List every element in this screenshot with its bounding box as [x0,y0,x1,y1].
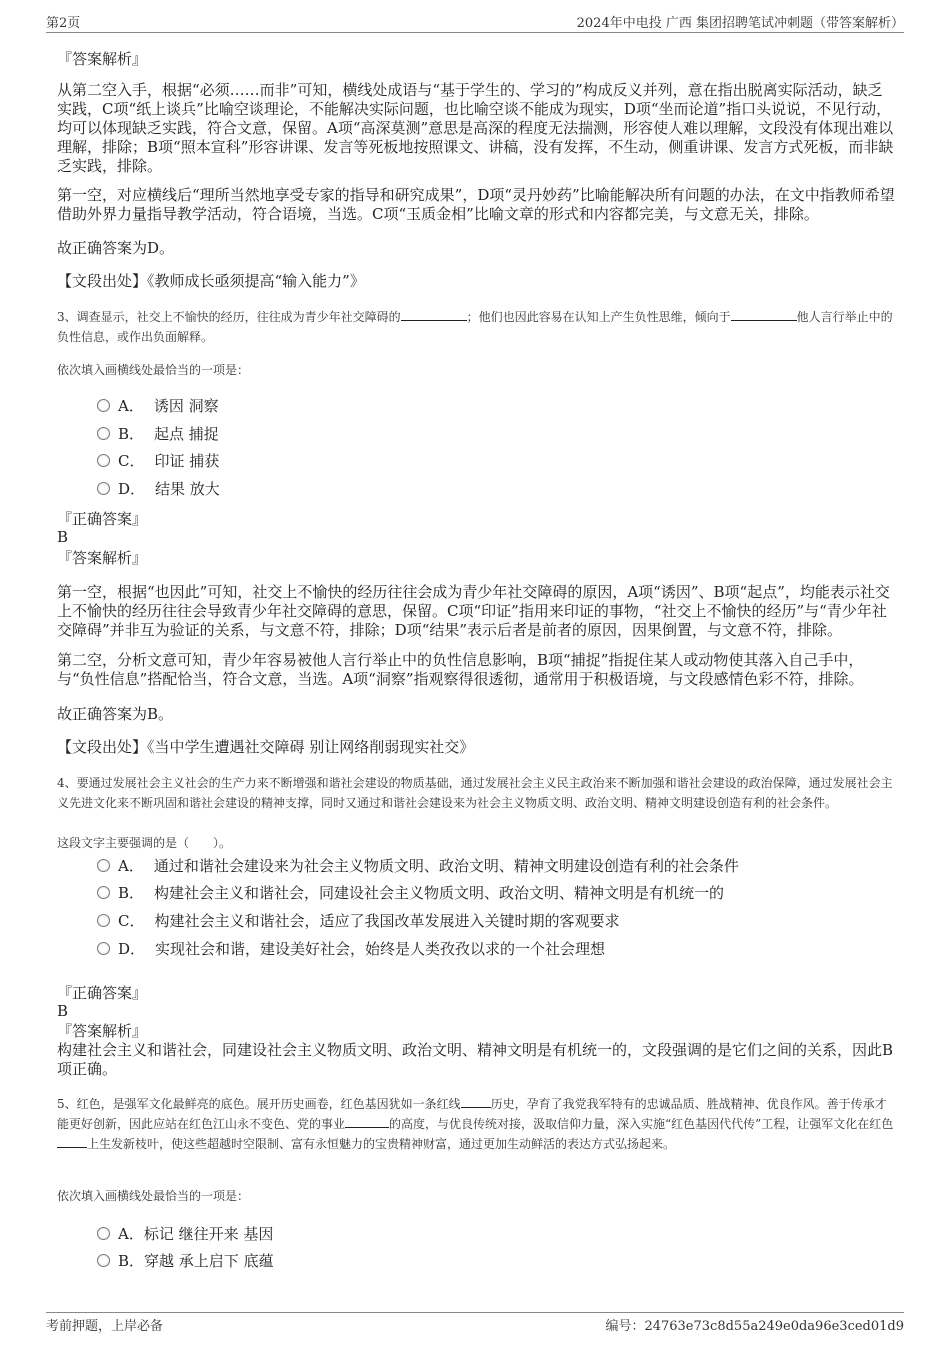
q3-analysis-label: 『答案解析』 [57,549,148,567]
fill-blank [401,308,467,321]
q4-analysis-label: 『答案解析』 [57,1022,148,1040]
q2-analysis-label: 『答案解析』 [57,50,148,68]
q3-answer: B [57,528,69,546]
fill-blank [731,308,797,321]
q2-source: 【文段出处】《教师成长亟须提高“输入能力”》 [57,272,365,290]
fill-blank [345,1115,389,1128]
q3-option-b[interactable]: B． 起点 捕捉 [97,424,219,444]
q4-option-c[interactable]: C． 构建社会主义和谐社会，适应了我国改革发展进入关键时期的客观要求 [97,911,620,931]
radio-icon[interactable] [97,1254,110,1267]
q3-conclusion: 故正确答案为B。 [57,705,174,723]
radio-icon[interactable] [97,454,110,467]
q3-option-d[interactable]: D． 结果 放大 [97,479,220,499]
q2-analysis-para1: 从第二空入手，根据“必须……而非”可知，横线处成语与“基于学生的、学习的”构成反义并列，意在指出脱离实际活动，缺乏实践，C项“纸上谈兵”比喻空谈理论，不能解决实际问题，也比喻空谈不能成为现实，D项“坐而论道”指口头说说，不见行动，均可以体现缺乏实践，符合文意，保留。A项“高深莫测”意思是高深的程度无法揣测，形容使人难以理解，文段没有体现出难以理解，排除；B项“照本宣科”形容讲课、发言等死板地按照课文、讲稿，没有发挥，不生动，侧重讲课、发言方式死板，而非缺乏实践，排除。 [57,81,894,175]
radio-icon[interactable] [97,886,110,899]
document-title: 2024年中电投 广西 集团招聘笔试冲刺题（带答案解析） [576,16,904,31]
q4-option-b[interactable]: B． 构建社会主义和谐社会，同建设社会主义物质文明、政治文明、精神文明是有机统一的 [97,883,724,903]
q3-option-a[interactable]: A． 诱因 洞察 [97,396,219,416]
q3-answer-label: 『正确答案』 [57,510,148,528]
q2-analysis-para2: 第一空，对应横线后“理所当然地享受专家的指导和研究成果”，D项“灵丹妙药”比喻能解决所有问题的办法，在文中指教师希望借助外界力量指导教学活动，符合语境，当选。C项“玉质金相”比喻文章的形式和内容都完美，与文意无关，排除。 [57,186,895,223]
q4-option-a[interactable]: A． 通过和谐社会建设来为社会主义物质文明、政治文明、精神文明建设创造有利的社会条件 [97,856,739,876]
q4-answer: B [57,1002,69,1020]
radio-icon[interactable] [97,427,110,440]
q5-prompt: 依次填入画横线处最恰当的一项是： [57,1189,250,1203]
q5-option-a[interactable]: A．标记 继往开来 基因 [97,1224,273,1244]
q4-analysis: 构建社会主义和谐社会，同建设社会主义物质文明、政治文明、精神文明是有机统一的，文段强调的是它们之间的关系，因此B项正确。 [57,1041,894,1078]
q4-option-d[interactable]: D． 实现社会和谐，建设美好社会，始终是人类孜孜以求的一个社会理想 [97,939,605,959]
q3-analysis-para2: 第二空，分析文意可知，青少年容易被他人言行举止中的负性信息影响，B项“捕捉”指捉住某人或动物使其落入自己手中，与“负性信息”搭配恰当，符合文意，当选。A项“洞察”指观察得很透彻，通常用于积极语境，与文段感情色彩不符，排除。 [57,651,864,688]
q5-option-b[interactable]: B．穿越 承上启下 底蕴 [97,1251,274,1271]
radio-icon[interactable] [97,914,110,927]
radio-icon[interactable] [97,399,110,412]
radio-icon[interactable] [97,942,110,955]
page-footer [46,1312,904,1335]
q4-prompt: 这段文字主要强调的是（ ）。 [57,836,232,850]
q5-stem: 5、红色，是强军文化最鲜亮的底色。展开历史画卷，红色基因犹如一条红线 历史，孕育了我党我军特有的忠诚品质、胜战精神、优良作风。善于传承才能更好创新，因此应站在红色江山永不变色、党的事业 的高度，与优良传统对接，汲取信仰力量，深入实施“红色基因代代传”工程，让强军文化在红色上生发新枝叶，使这些超越时空限制、富有永恒魅力的宝贵精神财富，通过更加生动鲜活的表达方式弘扬起来。 [57,1097,894,1151]
q3-stem: 3、调查显示，社交上不愉快的经历，往往成为青少年社交障碍的 ；他们也因此容易在认知上产生负性思维，倾向于 他人言行举止中的负性信息，或作出负面解释。 [57,310,893,344]
page-header [46,12,904,33]
radio-icon[interactable] [97,1227,110,1240]
radio-icon[interactable] [97,859,110,872]
q3-source: 【文段出处】《当中学生遭遇社交障碍 别让网络削弱现实社交》 [57,738,475,756]
fill-blank [461,1095,491,1108]
q4-answer-label: 『正确答案』 [57,984,148,1002]
fill-blank [57,1135,87,1148]
radio-icon[interactable] [97,482,110,495]
q4-stem: 4、要通过发展社会主义社会的生产力来不断增强和谐社会建设的物质基础，通过发展社会主义民主政治来不断加强和谐社会建设的政治保障，通过发展社会主义先进文化来不断巩固和谐社会建设的精神支撑，同时又通过和谐社会建设来为社会主义物质文明、政治文明、精神文明建设创造有利的社会条件。 [57,776,893,810]
document-id: 编号：24763e73c8d55a249e0da96e3ced01d9 [605,1319,904,1334]
page-number: 第2页 [46,16,81,31]
q2-conclusion: 故正确答案为D。 [57,239,175,257]
q3-analysis-para1: 第一空，根据“也因此”可知，社交上不愉快的经历往往会成为青少年社交障碍的原因，A项“诱因”、B项“起点”，均能表示社交上不愉快的经历往往会导致青少年社交障碍的意思，保留。C项“印证”指用来印证的事物，“社交上不愉快的经历”与“青少年社交障碍”并非互为验证的关系，与文意不符，排除；D项“结果”表示后者是前者的原因，因果倒置，与文意不符，排除。 [57,583,890,639]
footer-slogan: 考前押题，上岸必备 [46,1319,164,1334]
q3-prompt: 依次填入画横线处最恰当的一项是： [57,363,250,377]
q3-option-c[interactable]: C． 印证 捕获 [97,451,219,471]
